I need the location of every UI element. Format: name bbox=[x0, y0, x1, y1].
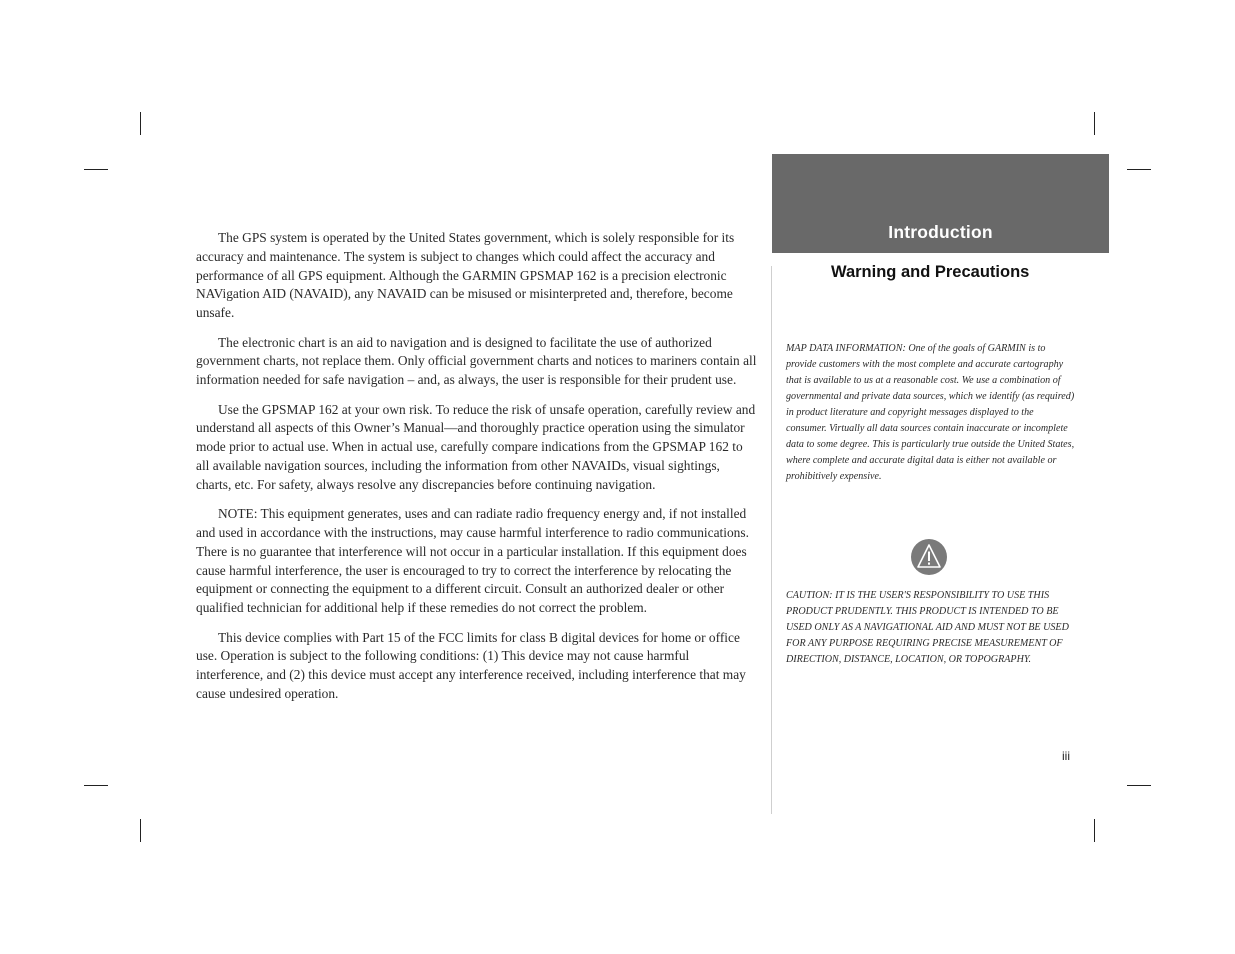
page-number: iii bbox=[1062, 749, 1070, 763]
body-paragraph-gps-system: The GPS system is operated by the United States government, which is solely responsible for its accuracy and maintenance. The system is subject to changes which could affect the accuracy and performance of all GPS equipment. Although the GARMIN GPSMAP 162 is a precision electronic NAVigation AID (NAVAID), any NAVAID can be misused or misinterpreted and, therefore, become unsafe. bbox=[196, 230, 735, 321]
crop-mark-top-right-horizontal bbox=[1127, 169, 1151, 170]
body-text bbox=[196, 229, 758, 714]
crop-mark-bottom-right-horizontal bbox=[1127, 785, 1151, 786]
warning-triangle-icon bbox=[911, 539, 947, 575]
crop-mark-top-right-vertical bbox=[1094, 112, 1095, 135]
caution-note: CAUTION: IT IS THE USER'S RESPONSIBILITY TO USE THIS PRODUCT PRUDENTLY. THIS PRODUCT IS INTENDED TO BE USED ONLY AS A NAVIGATIONAL AID AND MUST NOT BE USED FOR ANY PURPOSE REQUIRING PRECISE MEASUREMENT OF DIRECTION, DISTANCE, LOCATION, OR TOPOGRAPHY. bbox=[786, 590, 1069, 665]
body-paragraph-note-interference: NOTE: This equipment generates, uses and can radiate radio frequency energy and, if not installed and used in accordance with the instructions, may cause harmful interference to radio communications. There is no guarantee that interference will not occur in a particular installation. If this equipment does cause harmful interference, the user is encouraged to try to correct the interference by relocating the equipment or connecting the equipment to a different circuit. Consult an authorized dealer or other qualified technician for additional help if these remedies do not correct the problem. bbox=[196, 506, 749, 616]
section-title: Introduction bbox=[888, 222, 993, 242]
crop-mark-bottom-right-vertical bbox=[1094, 819, 1095, 842]
body-paragraph-own-risk: Use the GPSMAP 162 at your own risk. To reduce the risk of unsafe operation, carefully review and understand all aspects of this Owner’s Manual—and thoroughly practice operation using the simulator mode prior to actual use. When in actual use, carefully compare indications from the GPSMAP 162 to all available navigation sources, including the information from other NAVAIDs, visual sightings, charts, etc. For safety, always resolve any discrepancies before continuing navigation. bbox=[196, 401, 756, 492]
map-data-note: MAP DATA INFORMATION: One of the goals of GARMIN is to provide customers with the most complete and accurate cartography that is available to us at a reasonable cost. We use a combination of governmental and private data sources, which we identify (as required) in product literature and copyright messages displayed to the consumer. Virtually all data sources contain inaccurate or incomplete data to some degree. This is particularly true outside the United States, where complete and accurate digital data is either not available or prohibitively expensive. bbox=[786, 343, 1075, 482]
sidebar-divider bbox=[771, 266, 772, 814]
crop-mark-bottom-left-horizontal bbox=[84, 785, 108, 786]
section-header-bar bbox=[772, 154, 1109, 253]
subsection-title: Warning and Precautions bbox=[831, 263, 1030, 281]
body-paragraph-fcc-compliance: This device complies with Part 15 of the FCC limits for class B digital devices for home or office use. Operation is subject to the following conditions: (1) This device may not cause harmful interference, and (2) this device must accept any interference received, including interference that may cause undesired operation. bbox=[196, 629, 746, 701]
crop-mark-top-left-vertical bbox=[140, 112, 141, 135]
crop-mark-top-left-horizontal bbox=[84, 169, 108, 170]
crop-mark-bottom-left-vertical bbox=[140, 819, 141, 842]
body-paragraph-electronic-chart: The electronic chart is an aid to navigation and is designed to facilitate the use of authorized government charts, not replace them. Only official government charts and notices to mariners contain all information needed for safe navigation – and, as always, the user is responsible for their prudent use. bbox=[196, 334, 757, 388]
